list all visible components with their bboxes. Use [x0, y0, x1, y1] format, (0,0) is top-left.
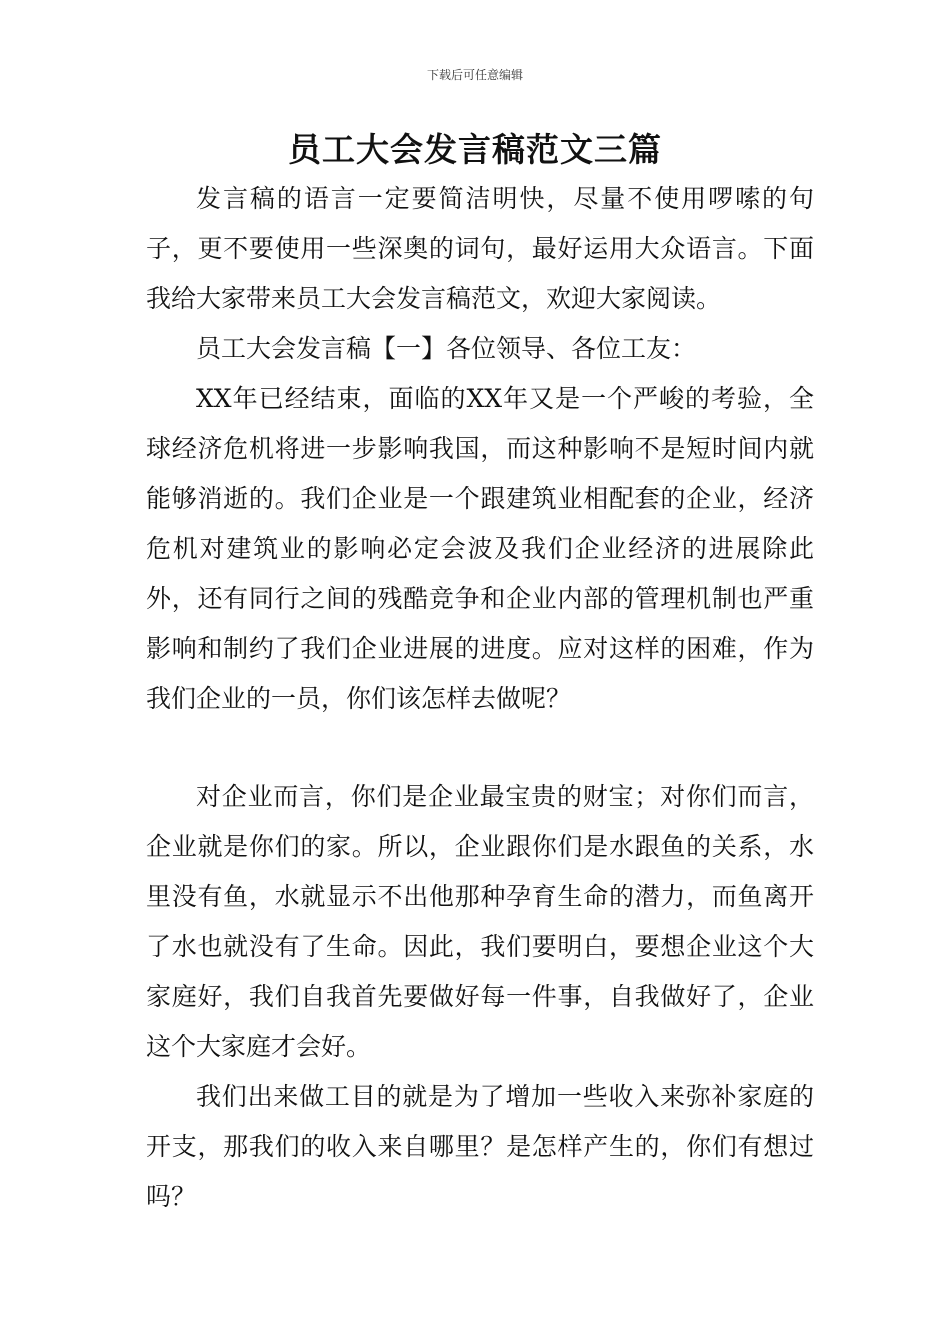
body-paragraph: 对企业而言，你们是企业最宝贵的财宝；对你们而言，企业就是你们的家。所以，企业跟你们是水跟鱼的关系，水里没有鱼，水就显示不出他那种孕育生命的潜力，而鱼离开了水也就没有了生命。因此，我们要明白，要想企业这个大家庭好，我们自我首先要做好每一件事，自我做好了，企业这个大家庭才会好。 [146, 782, 814, 1061]
body-paragraph: 我们出来做工目的就是为了增加一些收入来弥补家庭的开支，那我们的收入来自哪里？是怎样产生的，你们有想过吗？ [146, 1082, 814, 1211]
body-block-1 [146, 174, 814, 724]
speech-heading-paragraph: 员工大会发言稿【一】各位领导、各位工友： [196, 334, 697, 363]
body-paragraph: XX年已经结束，面临的XX年又是一个严峻的考验，全球经济危机将进一步影响我国，而这种影响不是短时间内就能够消逝的。我们企业是一个跟建筑业相配套的企业，经济危机对建筑业的影响必定会波及我们企业经济的进展除此外，还有同行之间的残酷竞争和企业内部的管理机制也严重影响和制约了我们企业进展的进度。应对这样的困难，作为我们企业的一员，你们该怎样去做呢？ [146, 384, 814, 713]
intro-paragraph: 发言稿的语言一定要简洁明快，尽量不使用啰嗦的句子，更不要使用一些深奥的词句，最好运用大众语言。下面我给大家带来员工大会发言稿范文，欢迎大家阅读。 [146, 184, 814, 313]
body-block-2 [146, 772, 814, 1222]
header-note: 下载后可任意编辑 [426, 68, 523, 82]
document-title: 员工大会发言稿范文三篇 [288, 130, 662, 169]
